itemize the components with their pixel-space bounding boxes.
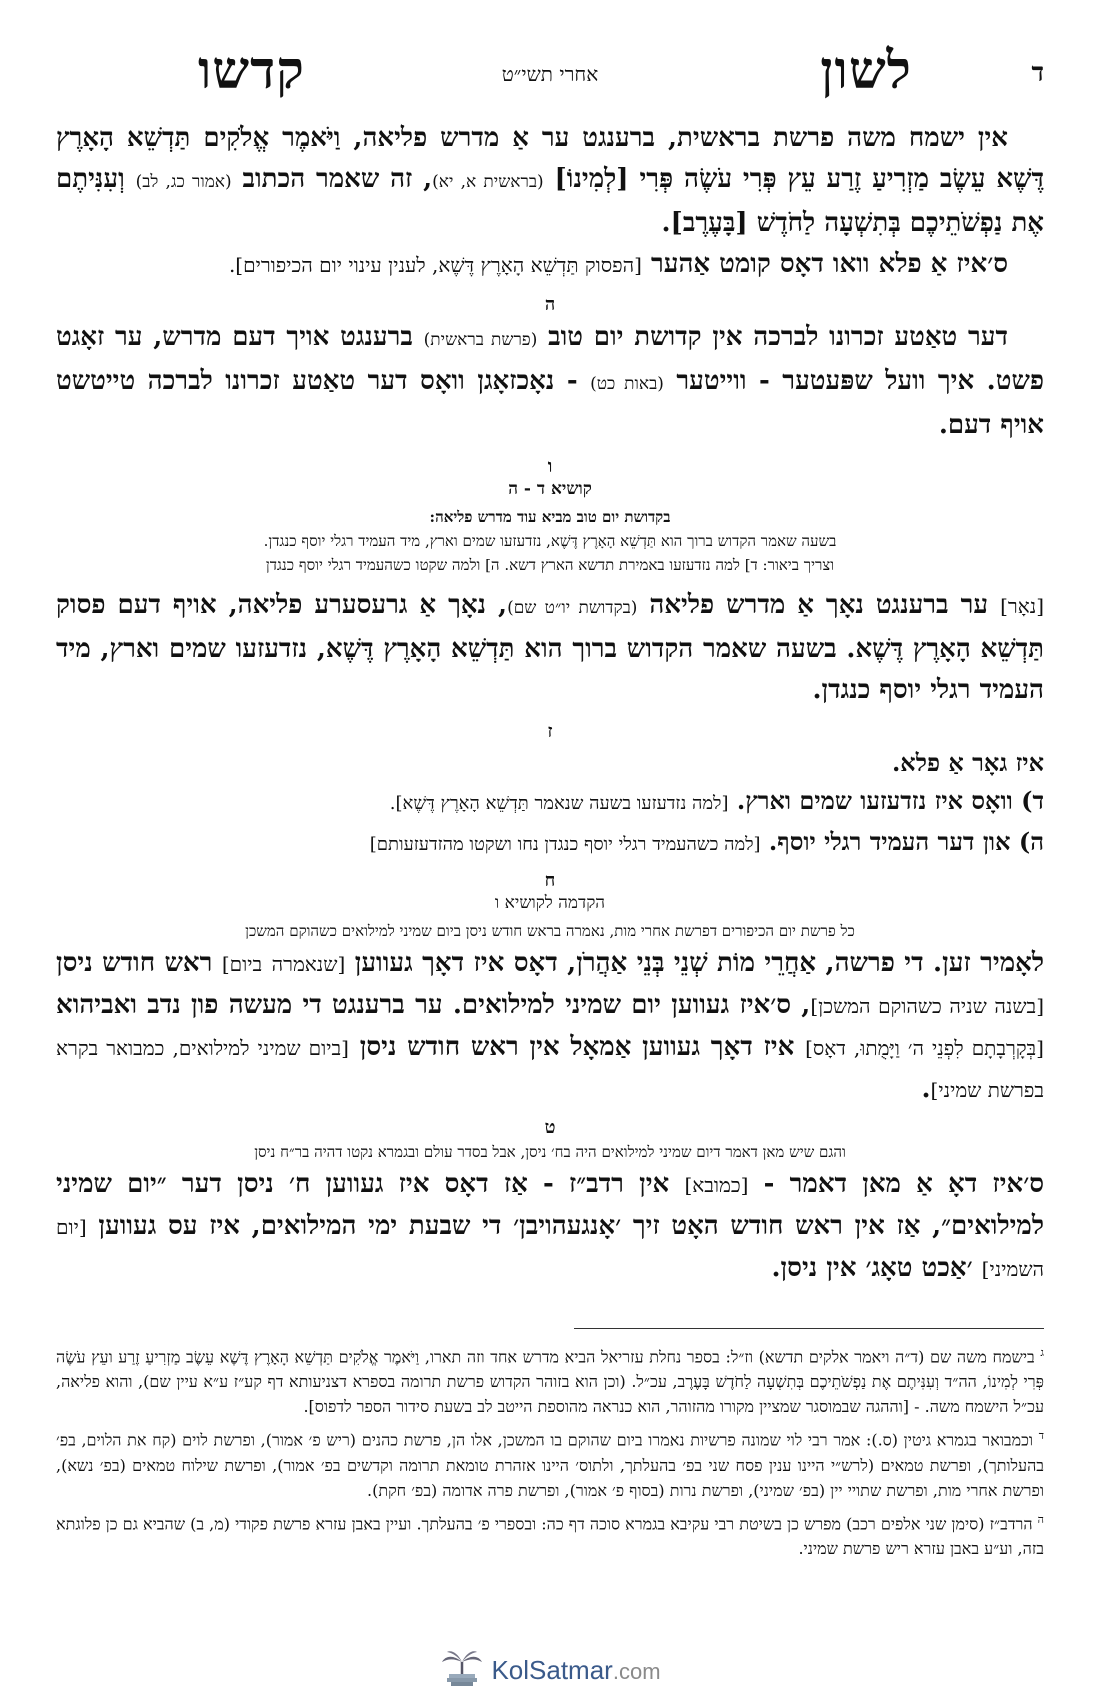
footnote-divider <box>56 1328 1044 1329</box>
brand-domain: .com <box>612 1658 661 1684</box>
intro-continuation: , זה שאמר <box>315 164 433 194</box>
para6-bracket-4: [בְּקָרְבָתָם לִפְנֵי ה׳ וַיָּמֻתוּ, דאָס] <box>805 1036 1044 1060</box>
question-he-text: ה) און דער העמיד רגלי יוסף. <box>768 827 1044 856</box>
para6-line-3: ער ברענגט די מעשה פון נדב ואביהוא <box>56 990 443 1020</box>
para6-line-1: לאָמיר זען. די פרשה, אַחֲרֵי מוֹת שְׁנֵי בְּנֵי אַהֲרֹן, דאָס איז דאָך געווען <box>354 948 1045 978</box>
kolsatmar-logo-link[interactable] <box>439 1648 660 1692</box>
para6-line-4: אַמאָל אין ראש חודש ניסן <box>359 1032 632 1062</box>
intro-verse: תַּדְשֵׁא הָאָרֶץ דֶּשֶׁא עֵשֶׂב מַזְרִיעַ זֶרַע עֵץ פְּרִי עֹשֶׂה פְּרִי <box>56 123 1044 194</box>
para7-radbaz: אין רדב״ז <box>568 1169 670 1199</box>
para6-period: . <box>921 1074 931 1104</box>
intro-verse-bracket: [לְמִינוֹ] <box>554 164 629 194</box>
main-content <box>56 118 1044 1290</box>
footnote-3-text: הרדב״ז (סימן שני אלפים רכב) מפרש כן בשיטת רבי עקיבא בגמרא סוכה דף כה: ובספרי פ׳ בהעלתך. ועיין באבן עזרא פרשת פקודי (מ, ב) שהביא גם כן פלוגתא בזה, וע״ע באבן עזרא ריש פרשת שמיני. <box>55 1513 1044 1558</box>
section-marker-zayin: ז <box>547 721 553 742</box>
pele-line: איז גאָר אַ פלא. <box>891 748 1044 777</box>
header-title-right: לשון <box>820 40 912 101</box>
question-dalet-bracket: [למה נזדעזעו בשעה שנאמר תַּדְשֵׁא הָאָרֶץ דֶּשֶׁא]. <box>389 793 729 814</box>
page-number: ד <box>1031 58 1044 88</box>
site-footer <box>0 1648 1100 1692</box>
header-parsha: אחרי תשי״ט <box>501 62 599 86</box>
footnote-1 <box>56 1340 1044 1419</box>
footnote-1-text: בישמח משה שם (ד״ה ויאמר אלקים תדשא) וז״ל: בספר נחלת עזריאל הביא מדרש אחד וזה תארו, וַיֹּאמֶר אֱלֹקִים תַּדְשֵׁא הָאָרֶץ דֶּשֶׁא עֵשֶׂב מַזְרִיעַ זֶרַע ועֵץ עֹשֶׂה פְּרִי לְמִינוֹ, הה״ד וְעִנִּיתֶם אֶת נַפְשֹׁתֵיכֶם בְּתִשְׁעָה לַחֹדֶשׁ בָּעֶרֶב, עכ״ל. (וכן הוא בזוהר הקדוש פרשת תרומה בספרא דצניעותא דף קע״ז ע״א עיין שם), והוא פליאה, עכ״ל הישמח משה. - [וההגה שבמוסגר שמציין מקורו מהזוהר, הוא כנראה מהוספת הייטב לב בשעת סידור הספר לדפוס]. <box>56 1347 1044 1417</box>
kushya-question: וצריך ביאור: ד] למה נזדעזעו באמירת תדשא הארץ דשא. ה] ולמה שקטו כשהעמיד רגלי יוסף כנגדן <box>265 556 835 574</box>
paragraph-radbaz <box>56 1164 1044 1290</box>
page-header <box>56 40 1044 100</box>
header-title-left: קדשו <box>198 40 305 101</box>
section-marker-vav: ו <box>547 456 553 477</box>
footnote-3-mark: ה <box>1037 1512 1044 1526</box>
para6-rosh-chodesh: ראש חודש ניסן <box>56 948 213 978</box>
question-he-bracket: [למה כשהעמיד רגלי יוסף כנגדן נחו ושקטו מהזדעזעותם] <box>369 834 761 855</box>
para7-bracket-2: [יום השמיני] <box>56 1215 1044 1281</box>
para6-bracket-3: [בשנה שניה כשהוקם המשכן] <box>810 994 1045 1018</box>
hakdama-title: הקדמה לקושיא ו <box>494 893 606 913</box>
para4-line-1b: , נאָך אַ גרעסערע פליאה, <box>228 590 508 620</box>
question-dalet-text: ד) וואָס איז נזדעזעו שמים וארץ. <box>736 786 1044 815</box>
para6-bracket-1: [שנאמרה <box>271 952 346 976</box>
intro-line-3: הכתוב <box>242 164 306 194</box>
para6-line-3b: איז דאָך געווען <box>642 1032 795 1062</box>
paragraph-kedushas-yomtov <box>56 317 1044 446</box>
intro-source: (בראשית א, יא) <box>432 172 544 192</box>
pele-bracket: [הפסוק תַּדְשֵׁא הָאָרֶץ דֶּשֶׁא, לענין עינוי יום הכיפורים]. <box>228 253 642 277</box>
intro-verse-2: וְעִנִּיתֶם אֶת נַפְשֹׁתֵיכֶם בְּתִשְׁעָה לַחֹדֶשׁ [בָּעֶרֶב]. <box>56 164 1044 238</box>
para3-line-2b: - נאָכזאָגן וואָס דער <box>367 366 578 396</box>
para7-line-1: ס׳איז דאָ אַ מאן דאמר - <box>763 1169 1044 1199</box>
kolsatmar-brand <box>491 1655 660 1686</box>
para7-bracket-1: [כמובא] <box>684 1173 749 1197</box>
question-he <box>56 823 1044 864</box>
palm-tree-books-icon <box>439 1648 485 1692</box>
para3-line-3: טאַטע זכרונו לברכה טייטשט אויף דעם. <box>56 366 1044 440</box>
para3-source-1: (פרשת בראשית) <box>423 330 538 350</box>
tet-subtitle: והגם שיש מאן דאמר דיום שמיני למילואים היה בח׳ ניסן, אבל בסדר עולם ובגמרא נקטו דהיה בר״ח ניסן <box>254 1143 846 1161</box>
para7-line-2: ״יום שמיני למילואים״, אַז אין ראש חודש האָט זיך ׳אָנגעהויבן׳ די שבעת ימי <box>56 1169 1044 1241</box>
para7-line-1b: - אַז דאָס איז געווען ח׳ ניסן דער <box>181 1169 554 1199</box>
intro-paragraph <box>56 118 1044 244</box>
para4-bracket: [נאָר] <box>1000 594 1045 618</box>
intro-source-2: (אמור כג, לב) <box>135 172 232 192</box>
para6-line-2b: , ס׳איז געווען יום שמיני למילואים. <box>452 990 811 1020</box>
footnotes <box>56 1340 1044 1565</box>
section-marker-he: ה <box>544 294 556 315</box>
paragraph-pele <box>56 244 1044 286</box>
footnote-1-mark: ג <box>1040 1346 1044 1359</box>
para4-line-1: ער ברענגט נאָך אַ מדרש פליאה <box>649 590 989 620</box>
hakdama-subtitle: כל פרשת יום הכיפורים דפרשת אחרי מות, נאמרה בראש חודש ניסן ביום שמיני למילואים כשהוקם המשכן <box>245 922 855 940</box>
para4-source: (בקדושת יו״ט שם) <box>507 598 638 618</box>
section-marker-tet: ט <box>544 1117 556 1138</box>
para6-bracket-5: [ביום שמיני למילואים, כמבואר בקרא בפרשת שמיני] <box>56 1036 1044 1102</box>
footnote-3 <box>56 1507 1044 1561</box>
para3-line-1: דער טאַטע זכרונו לברכה אין קדושת יום טוב <box>548 322 1009 352</box>
paragraph-acharei-mos <box>56 943 1044 1111</box>
para4-line-3: דֶּשֶׁא, נזדעזעו שמים וארץ, מיד העמיד רגלי יוסף כנגדן. <box>56 634 1044 705</box>
pele-text: ס׳איז אַ פלא וואו דאָס קומט אַהער <box>650 249 1008 279</box>
section-marker-chet: ח <box>544 870 556 891</box>
kushya-subtitle: בקדושת יום טוב מביא עוד מדרש פליאה: <box>429 508 671 526</box>
question-dalet <box>56 782 1044 823</box>
intro-line-1: אין ישמח משה פרשת בראשית, ברענגט ער אַ מדרש פליאה, וַיֹּאמֶר אֱלֹקִים <box>203 123 1008 153</box>
footnote-2-mark: ד <box>1038 1429 1044 1443</box>
paragraph-midrash-pele <box>56 585 1044 711</box>
brand-name: KolSatmar <box>491 1654 613 1685</box>
kushya-quote: בשעה שאמר הקדוש ברוך הוא תַּדְשֵׁא הָאָרֶץ דֶּשֶׁא, נזדעזעו שמים וארץ, מיד העמיד רגלי יוסף כנגדן. <box>263 532 837 550</box>
footnote-2-text: וכמבואר בגמרא גיטין (ס.): אמר רבי לוי שמונה פרשיות נאמרו ביום שהוקם בו המשכן, אלו הן, פרשת כהנים (ריש פ׳ אמור), ופרשת לוים (קח את הלוים, בפ׳ בהעלותך), ופרשת טמאים (לרש״י היינו ענין פסח שני בפ׳ בהעלתך, ולתוס׳ היינו אזהרת טומאת תרומה וקדשים בפ׳ אמור), ופרשת שילוח טמאים (בפ׳ נשא), ופרשת אחרי מות, ופרשת שתויי יין (בפ׳ שמיני), ופרשת נרות (בסוף פ׳ אמור), ופרשת פרה אדומה (בפ׳ חקת). <box>56 1430 1044 1500</box>
para3-line-1b: ברענגט אויך דעם <box>232 322 413 352</box>
para6-bracket-2: ביום] <box>221 952 263 976</box>
para4-line-2: אויף דעם פסוק תַּדְשֵׁא הָאָרֶץ דֶּשֶׁא. בשעה שאמר הקדוש ברוך הוא תַּדְשֵׁא הָאָרֶץ <box>56 590 1045 664</box>
footnote-2 <box>56 1423 1044 1502</box>
para7-line-3: המילואים, איז עס געווען <box>98 1211 357 1241</box>
para7-line-3b: ׳אַכט טאָג׳ אין ניסן. <box>771 1253 973 1283</box>
kushya-title: קושיא ד - ה <box>508 479 592 499</box>
para3-source-2: (באות כט) <box>590 374 664 394</box>
para3-line-2: מדרש, ער זאָגט פשט. איך וועל שפּעטער - ווייטער <box>56 322 1044 396</box>
